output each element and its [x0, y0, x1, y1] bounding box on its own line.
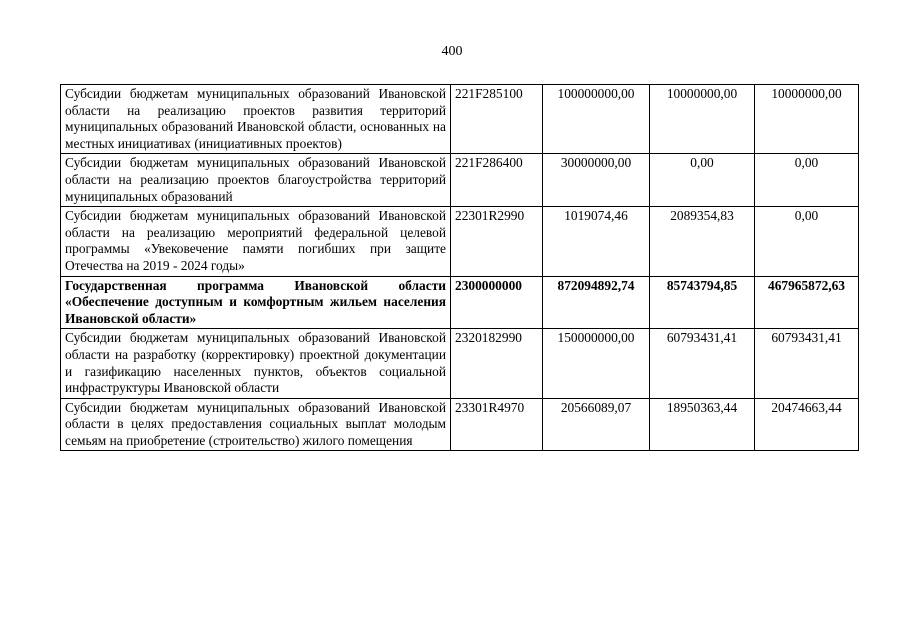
target-code-cell: 22301R2990: [451, 207, 543, 276]
amount-2022-cell: 150000000,00: [543, 329, 650, 398]
table-row: [61, 329, 859, 398]
amount-2023-cell: 18950363,44: [650, 398, 755, 451]
row-name-cell: Субсидии бюджетам муниципальных образований Ивановской области на реализацию проектов благоустройства территорий муниципальных образований: [61, 154, 451, 207]
amount-2024-cell: 20474663,44: [755, 398, 859, 451]
budget-table: [60, 84, 859, 451]
amount-2022-cell: 872094892,74: [543, 276, 650, 329]
target-code-cell: 23301R4970: [451, 398, 543, 451]
amount-2023-cell: 0,00: [650, 154, 755, 207]
amount-2022-cell: 100000000,00: [543, 85, 650, 154]
amount-2024-cell: 467965872,63: [755, 276, 859, 329]
amount-2023-cell: 60793431,41: [650, 329, 755, 398]
row-name-cell: Субсидии бюджетам муниципальных образований Ивановской области в целях предоставления социальных выплат молодым семьям на приобретение (строительство) жилого помещения: [61, 398, 451, 451]
page-number: 400: [441, 44, 463, 59]
amount-2022-cell: 30000000,00: [543, 154, 650, 207]
row-name-cell: Государственная программа Ивановской области «Обеспечение доступным и комфортным жильем населения Ивановской области»: [61, 276, 451, 329]
row-name-cell: Субсидии бюджетам муниципальных образований Ивановской области на реализацию мероприятий федеральной целевой программы «Увековечение памяти погибших при защите Отечества на 2019 - 2024 годы»: [61, 207, 451, 276]
amount-2023-cell: 85743794,85: [650, 276, 755, 329]
table-row: [61, 398, 859, 451]
amount-2024-cell: 60793431,41: [755, 329, 859, 398]
row-name-cell: Субсидии бюджетам муниципальных образований Ивановской области на разработку (корректировку) проектной документации и газификацию населенных пунктов, объектов социальной инфраструктуры Ивановской области: [61, 329, 451, 398]
table-row: [61, 85, 859, 154]
amount-2022-cell: 1019074,46: [543, 207, 650, 276]
target-code-cell: 221F285100: [451, 85, 543, 154]
target-code-cell: 2300000000: [451, 276, 543, 329]
amount-2024-cell: 0,00: [755, 154, 859, 207]
table-row: [61, 207, 859, 276]
amount-2022-cell: 20566089,07: [543, 398, 650, 451]
amount-2024-cell: 10000000,00: [755, 85, 859, 154]
amount-2024-cell: 0,00: [755, 207, 859, 276]
table-row: [61, 154, 859, 207]
table-row-program-total: [61, 276, 859, 329]
target-code-cell: 2320182990: [451, 329, 543, 398]
row-name-cell: Субсидии бюджетам муниципальных образований Ивановской области на реализацию проектов развития территорий муниципальных образований Ивановской области, основанных на местных инициативах (инициативных проектов): [61, 85, 451, 154]
target-code-cell: 221F286400: [451, 154, 543, 207]
amount-2023-cell: 10000000,00: [650, 85, 755, 154]
amount-2023-cell: 2089354,83: [650, 207, 755, 276]
